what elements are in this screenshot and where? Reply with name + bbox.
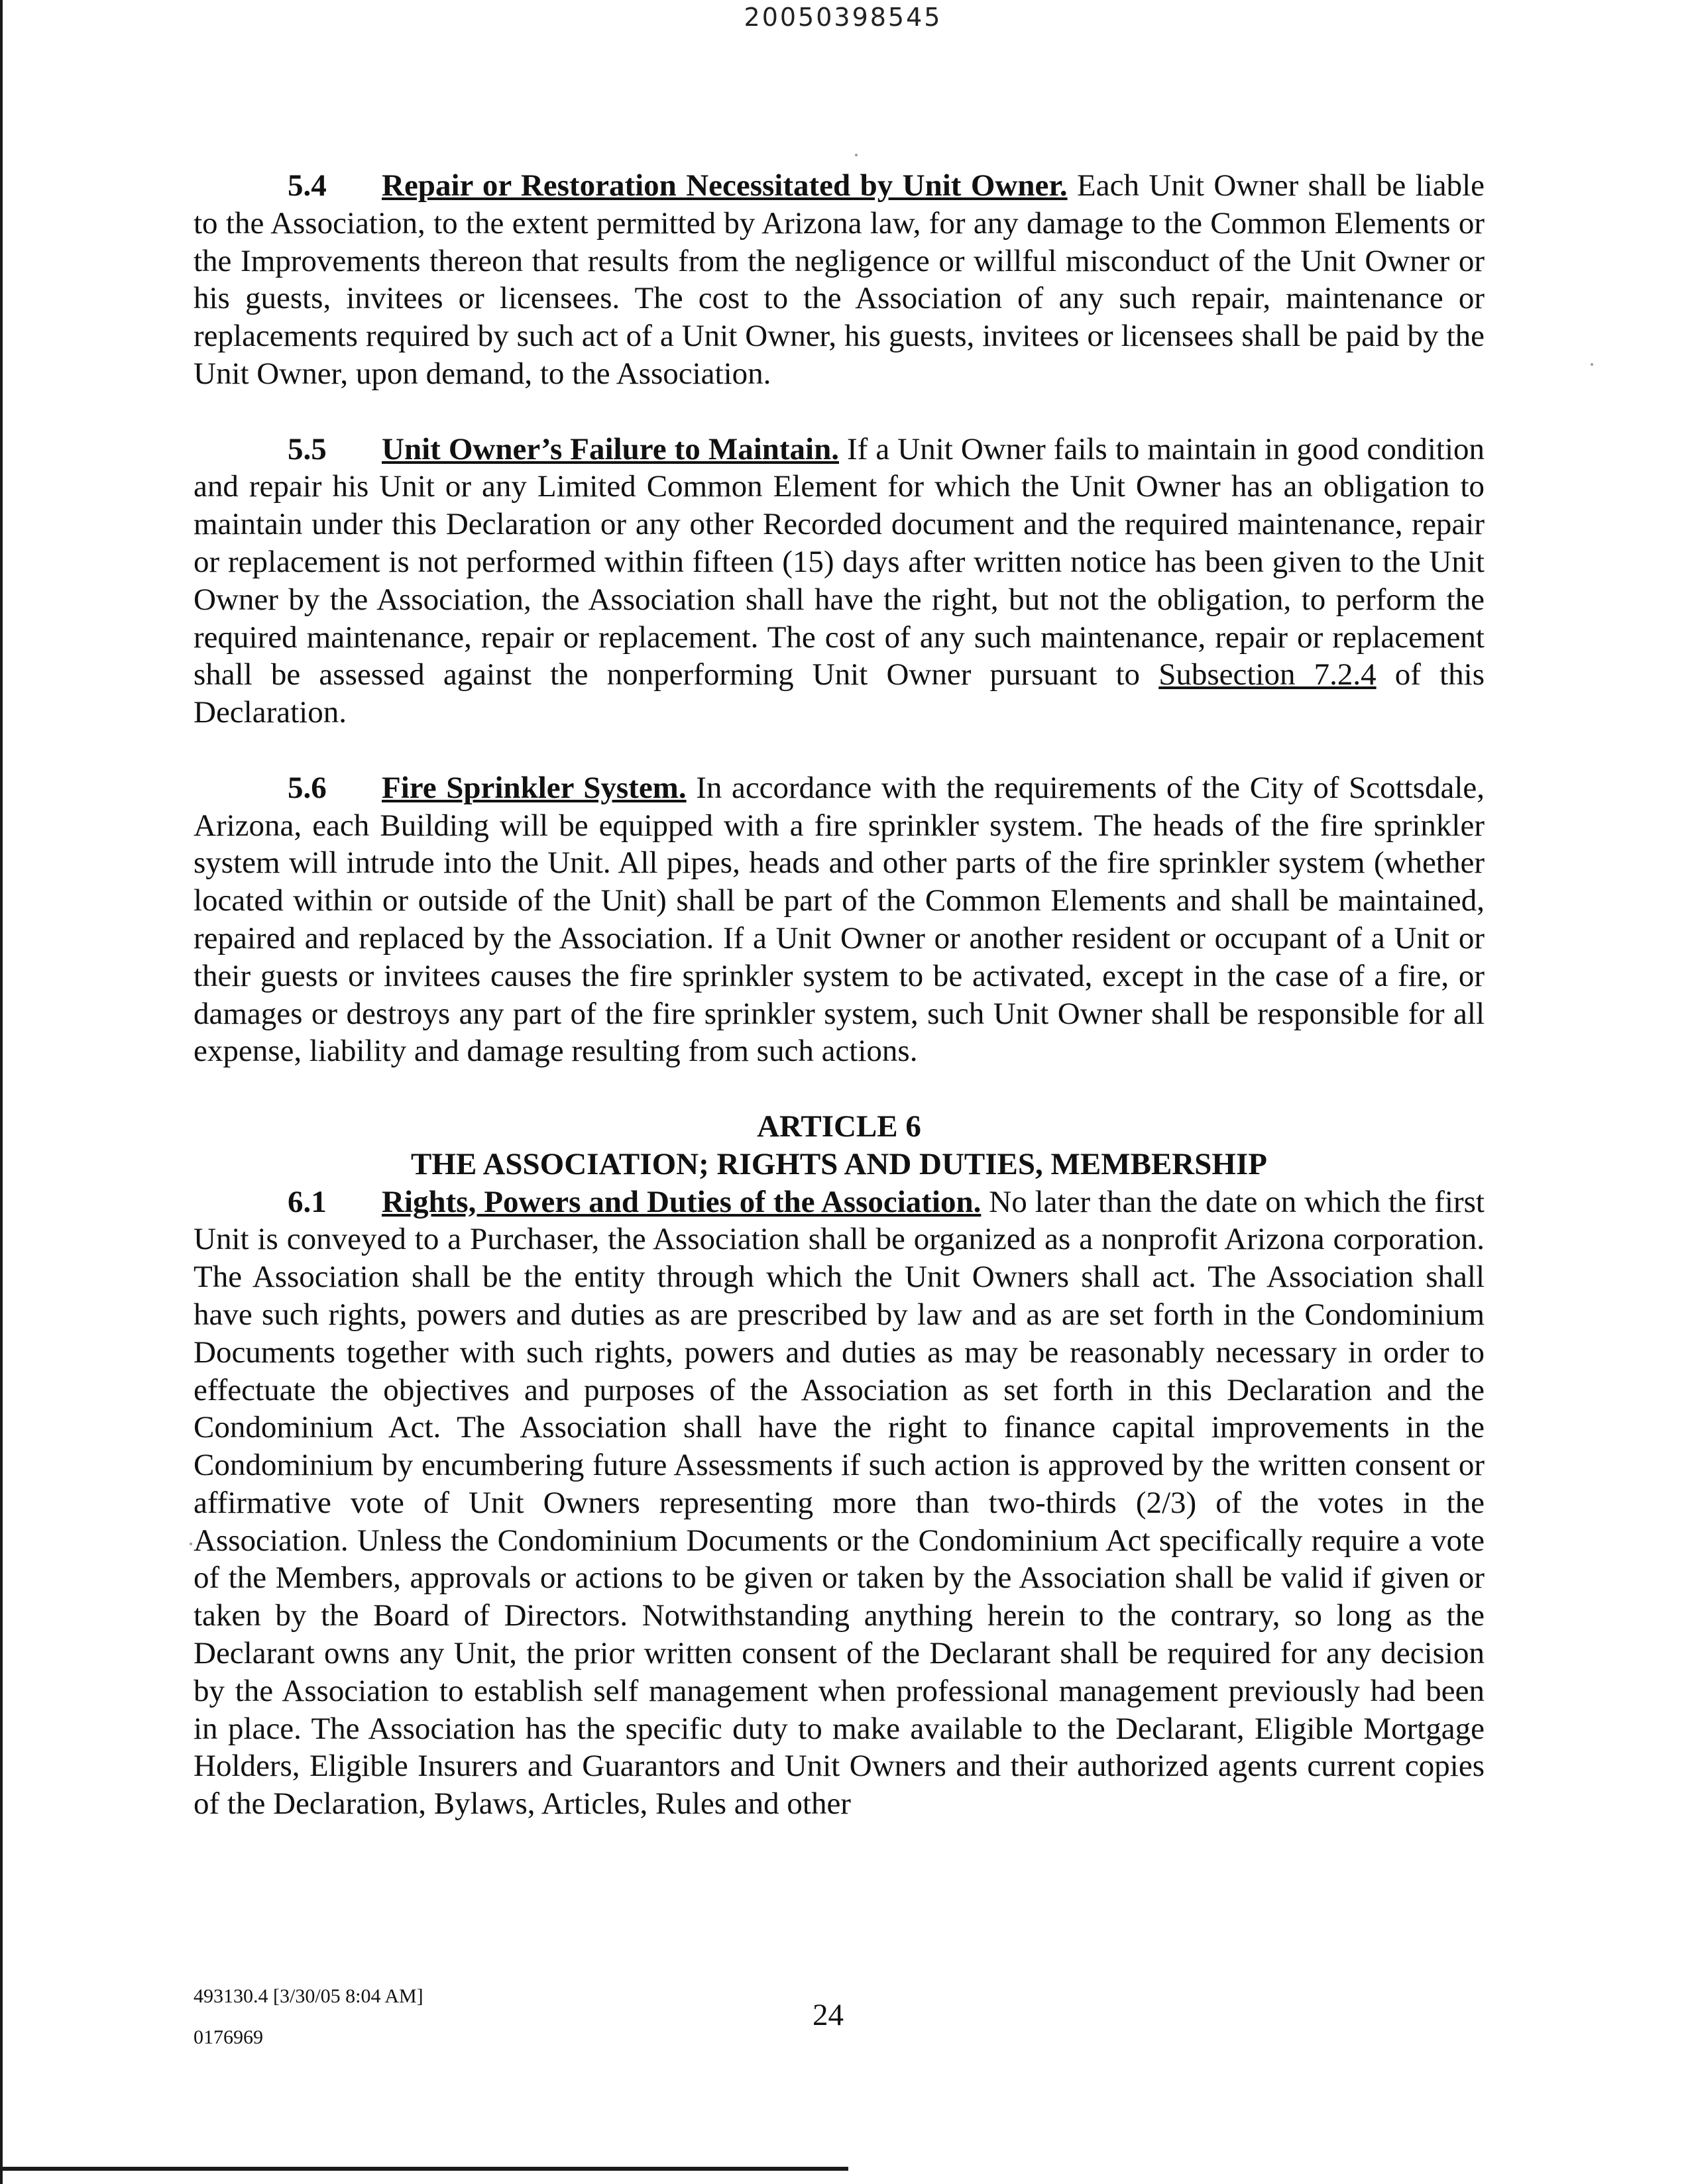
section-heading: Rights, Powers and Duties of the Association. xyxy=(382,1184,982,1219)
scan-left-edge xyxy=(0,0,3,2184)
scan-speck xyxy=(190,1543,192,1545)
section-5-6 xyxy=(194,769,1485,1070)
section-text: In accordance with the requirements of the City of Scottsdale, Arizona, each Building will be equipped with a fire sprinkler system. The heads of the fire sprinkler system will intrude into the Unit. All pipes, heads and other parts of the fire sprinkler system (whether located within or outside of the Unit) shall be part of the Common Elements and shall be maintained, repaired and replaced by the Association. If a Unit Owner or another resident or occupant of a Unit or their guests or invitees causes the fire sprinkler system to be activated, except in the case of a fire, or damages or destroys any part of the fire sprinkler system, such Unit Owner shall be responsible for all expense, liability and damage resulting from such actions. xyxy=(194,770,1485,1069)
article-number: ARTICLE 6 xyxy=(757,1109,921,1144)
scan-bottom-rule xyxy=(0,2167,848,2171)
section-5-5 xyxy=(194,431,1485,732)
footer-client-id: 0176969 xyxy=(194,2026,263,2048)
recording-number: 20050398545 xyxy=(744,3,942,32)
article-title: THE ASSOCIATION; RIGHTS AND DUTIES, MEMBERSHIP xyxy=(411,1146,1267,1181)
cross-reference: Subsection 7.2.4 xyxy=(1158,657,1377,692)
section-5-4 xyxy=(194,167,1485,393)
document-body xyxy=(194,167,1485,1861)
footer-doc-id: 493130.4 [3/30/05 8:04 AM] xyxy=(194,1985,423,2007)
section-heading: Repair or Restoration Necessitated by Unit Owner. xyxy=(382,168,1068,203)
section-heading: Fire Sprinkler System. xyxy=(382,770,687,805)
footer-identifiers xyxy=(194,1976,423,2058)
section-number: 5.5 xyxy=(288,431,327,466)
section-number: 5.4 xyxy=(288,168,327,203)
scan-speck xyxy=(1591,363,1593,366)
section-text: If a Unit Owner fails to maintain in good condition and repair his Unit or any Limited Common Element for which the Unit Owner has an obligation to maintain under this Declaration or any other Recorded document and the required maintenance, repair or replacement is not performed within fifteen (15) days after written notice has been given to the Unit Owner by the Association, the Association shall have the right, but not the obligation, to perform the required maintenance, repair or replacement. The cost of any such maintenance, repair or replacement shall be assessed against the nonperforming Unit Owner pursuant to xyxy=(194,431,1485,692)
section-text: No later than the date on which the first Unit is conveyed to a Purchaser, the Association shall be organized as a nonprofit Arizona corporation. The Association shall be the entity through which the Unit Owners shall act. The Association shall have such rights, powers and duties as are prescribed by law and as are set forth in the Condominium Documents together with such rights, powers and duties as may be reasonably necessary in order to effectuate the objectives and purposes of the Association as set forth in this Declaration and the Condominium Act. The Association shall have the right to finance capital improvements in the Condominium by encumbering future Assessments if such action is approved by the written consent or affirmative vote of Unit Owners representing more than two-thirds (2/3) of the votes in the Association. Unless the Condominium Documents or the Condominium Act specifically require a vote of the Members, approvals or actions to be given or taken by the Association shall be valid if given or taken by the Board of Directors. Notwithstanding anything herein to the contrary, so long as the Declarant owns any Unit, the prior written consent of the Declarant shall be required for any decision by the Association to establish self management when professional management previously had been in place. The Association has the specific duty to make available to the Declarant, Eligible Mortgage Holders, Eligible Insurers and Guarantors and Unit Owners and their authorized agents current copies of the Declaration, Bylaws, Articles, Rules and other xyxy=(194,1184,1485,1822)
article-heading xyxy=(194,1108,1485,1183)
scan-speck xyxy=(855,154,858,156)
section-heading: Unit Owner’s Failure to Maintain. xyxy=(382,431,839,466)
section-text: Each Unit Owner shall be liable to the Association, to the extent permitted by Arizona law, for any damage to the Common Elements or the Improvements thereon that results from the negligence or willful misconduct of the Unit Owner or his guests, invitees or licensees. The cost to the Association of any such repair, maintenance or replacements required by such act of a Unit Owner, his guests, invitees or licensees shall be paid by the Unit Owner, upon demand, to the Association. xyxy=(194,168,1485,391)
section-text-continued: of this Declaration. xyxy=(194,657,1485,730)
section-number: 6.1 xyxy=(288,1184,327,1219)
page-number: 24 xyxy=(813,1998,844,2032)
section-6-1 xyxy=(194,1183,1485,1824)
section-number: 5.6 xyxy=(288,770,327,805)
